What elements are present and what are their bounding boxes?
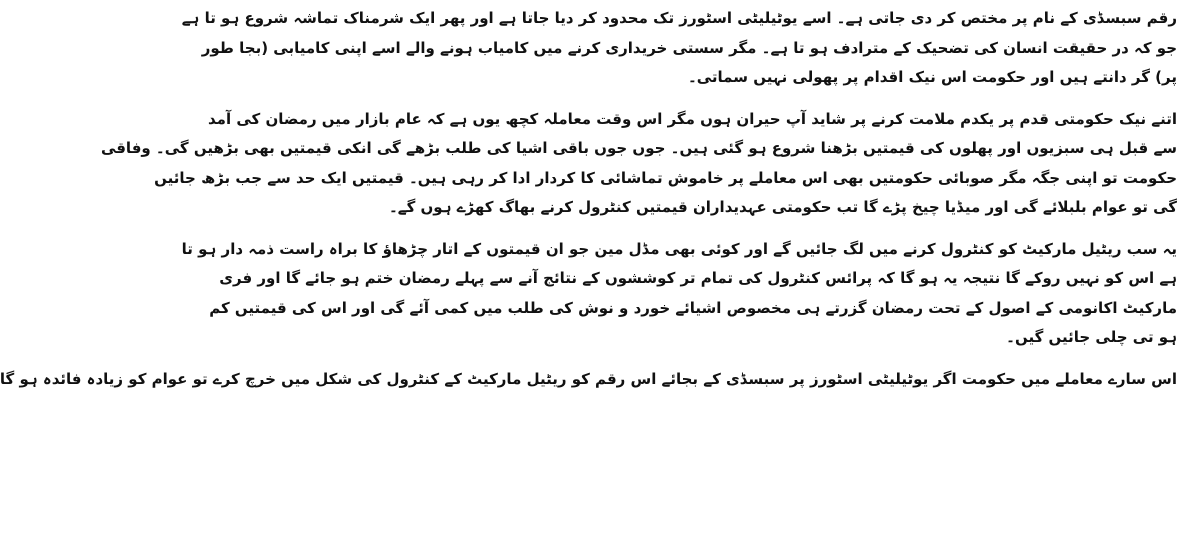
text-line: اتنے نیک حکومتی قدم پر یکدم ملامت کرنے پر شاید آپ حیران ہوں مگر اس وقت معاملہ کچھ یوں ہے کہ عام بازار میں رمضان کی آمد: [208, 109, 1177, 128]
text-line: گی تو عوام بلبلائے گی اور میڈیا چیخ پڑے گا تب حکومتی عہدیداران قیمتیں کنٹرول کرنے بھاگ کھڑے ہوں گے۔: [388, 198, 1177, 216]
text-line: مارکیٹ اکانومی کے اصول کے تحت رمضان گزرتے ہی مخصوص اشیائے خورد و نوش کی طلب میں کمی آئے گی اور اس کی قیمتیں کم: [209, 298, 1177, 317]
text-line-partial: اس سارے معاملے میں حکومت اگر یوٹیلیٹی اسٹورز پر سبسڈی کے بجائے اس رقم کو ریٹیل مارکیٹ کے کنٹرول کی شکل میں خرچ کرے تو عوام کو زیادہ فائدہ ہو گا: [0, 369, 1177, 388]
paragraph-2: [100, 105, 1177, 223]
text-line: حکومت تو اپنی جگہ مگر صوبائی حکومتیں بھی اس معاملے پر خاموش تماشائی کا کردار ادا کر رہی ہیں۔ قیمتیں ایک حد سے جب بڑھ جائیں: [154, 168, 1177, 187]
paragraph-3: [181, 235, 1177, 353]
text-line: رقم سبسڈی کے نام پر مختص کر دی جاتی ہے۔ اسے یوٹیلیٹی اسٹورز تک محدود کر دیا جاتا ہے اور پھر ایک شرمناک تماشہ شروع ہو تا ہے: [181, 9, 1177, 27]
text-line: ہو تی چلی جائیں گیں۔: [1006, 328, 1177, 346]
text-line: ہے اس کو نہیں روکے گا نتیجہ یہ ہو گا کہ پرائس کنٹرول کی تمام تر کوششوں کے نتائج آنے سے پہلے رمضان ختم ہو جائے گا اور فری: [219, 269, 1177, 287]
paragraph-4: [0, 365, 1177, 388]
text-line: یہ سب ریٹیل مارکیٹ کو کنٹرول کرنے میں لگ جائیں گے اور کوئی بھی مڈل مین جو ان قیمتوں کے اتار چڑھاؤ کا براہ راست ذمہ دار ہو تا: [181, 239, 1177, 258]
paragraph-1: [181, 4, 1177, 93]
text-line: جو کہ در حقیقت انسان کی تضحیک کے مترادف ہو تا ہے۔ مگر سستی خریداری کرنے میں کامیاب ہونے والے اسے اپنی کامیابی (بجا طور: [201, 38, 1177, 57]
text-line: پر) گر دانتے ہیں اور حکومت اس نیک اقدام پر پھولی نہیں سماتی۔: [687, 68, 1177, 86]
text-line: سے قبل ہی سبزیوں اور پھلوں کی قیمتیں بڑھنا شروع ہو گئی ہیں۔ جوں جوں باقی اشیا کی طلب بڑھے گی انکی قیمتیں بھی بڑھیں گی۔ وفاقی: [100, 139, 1177, 157]
